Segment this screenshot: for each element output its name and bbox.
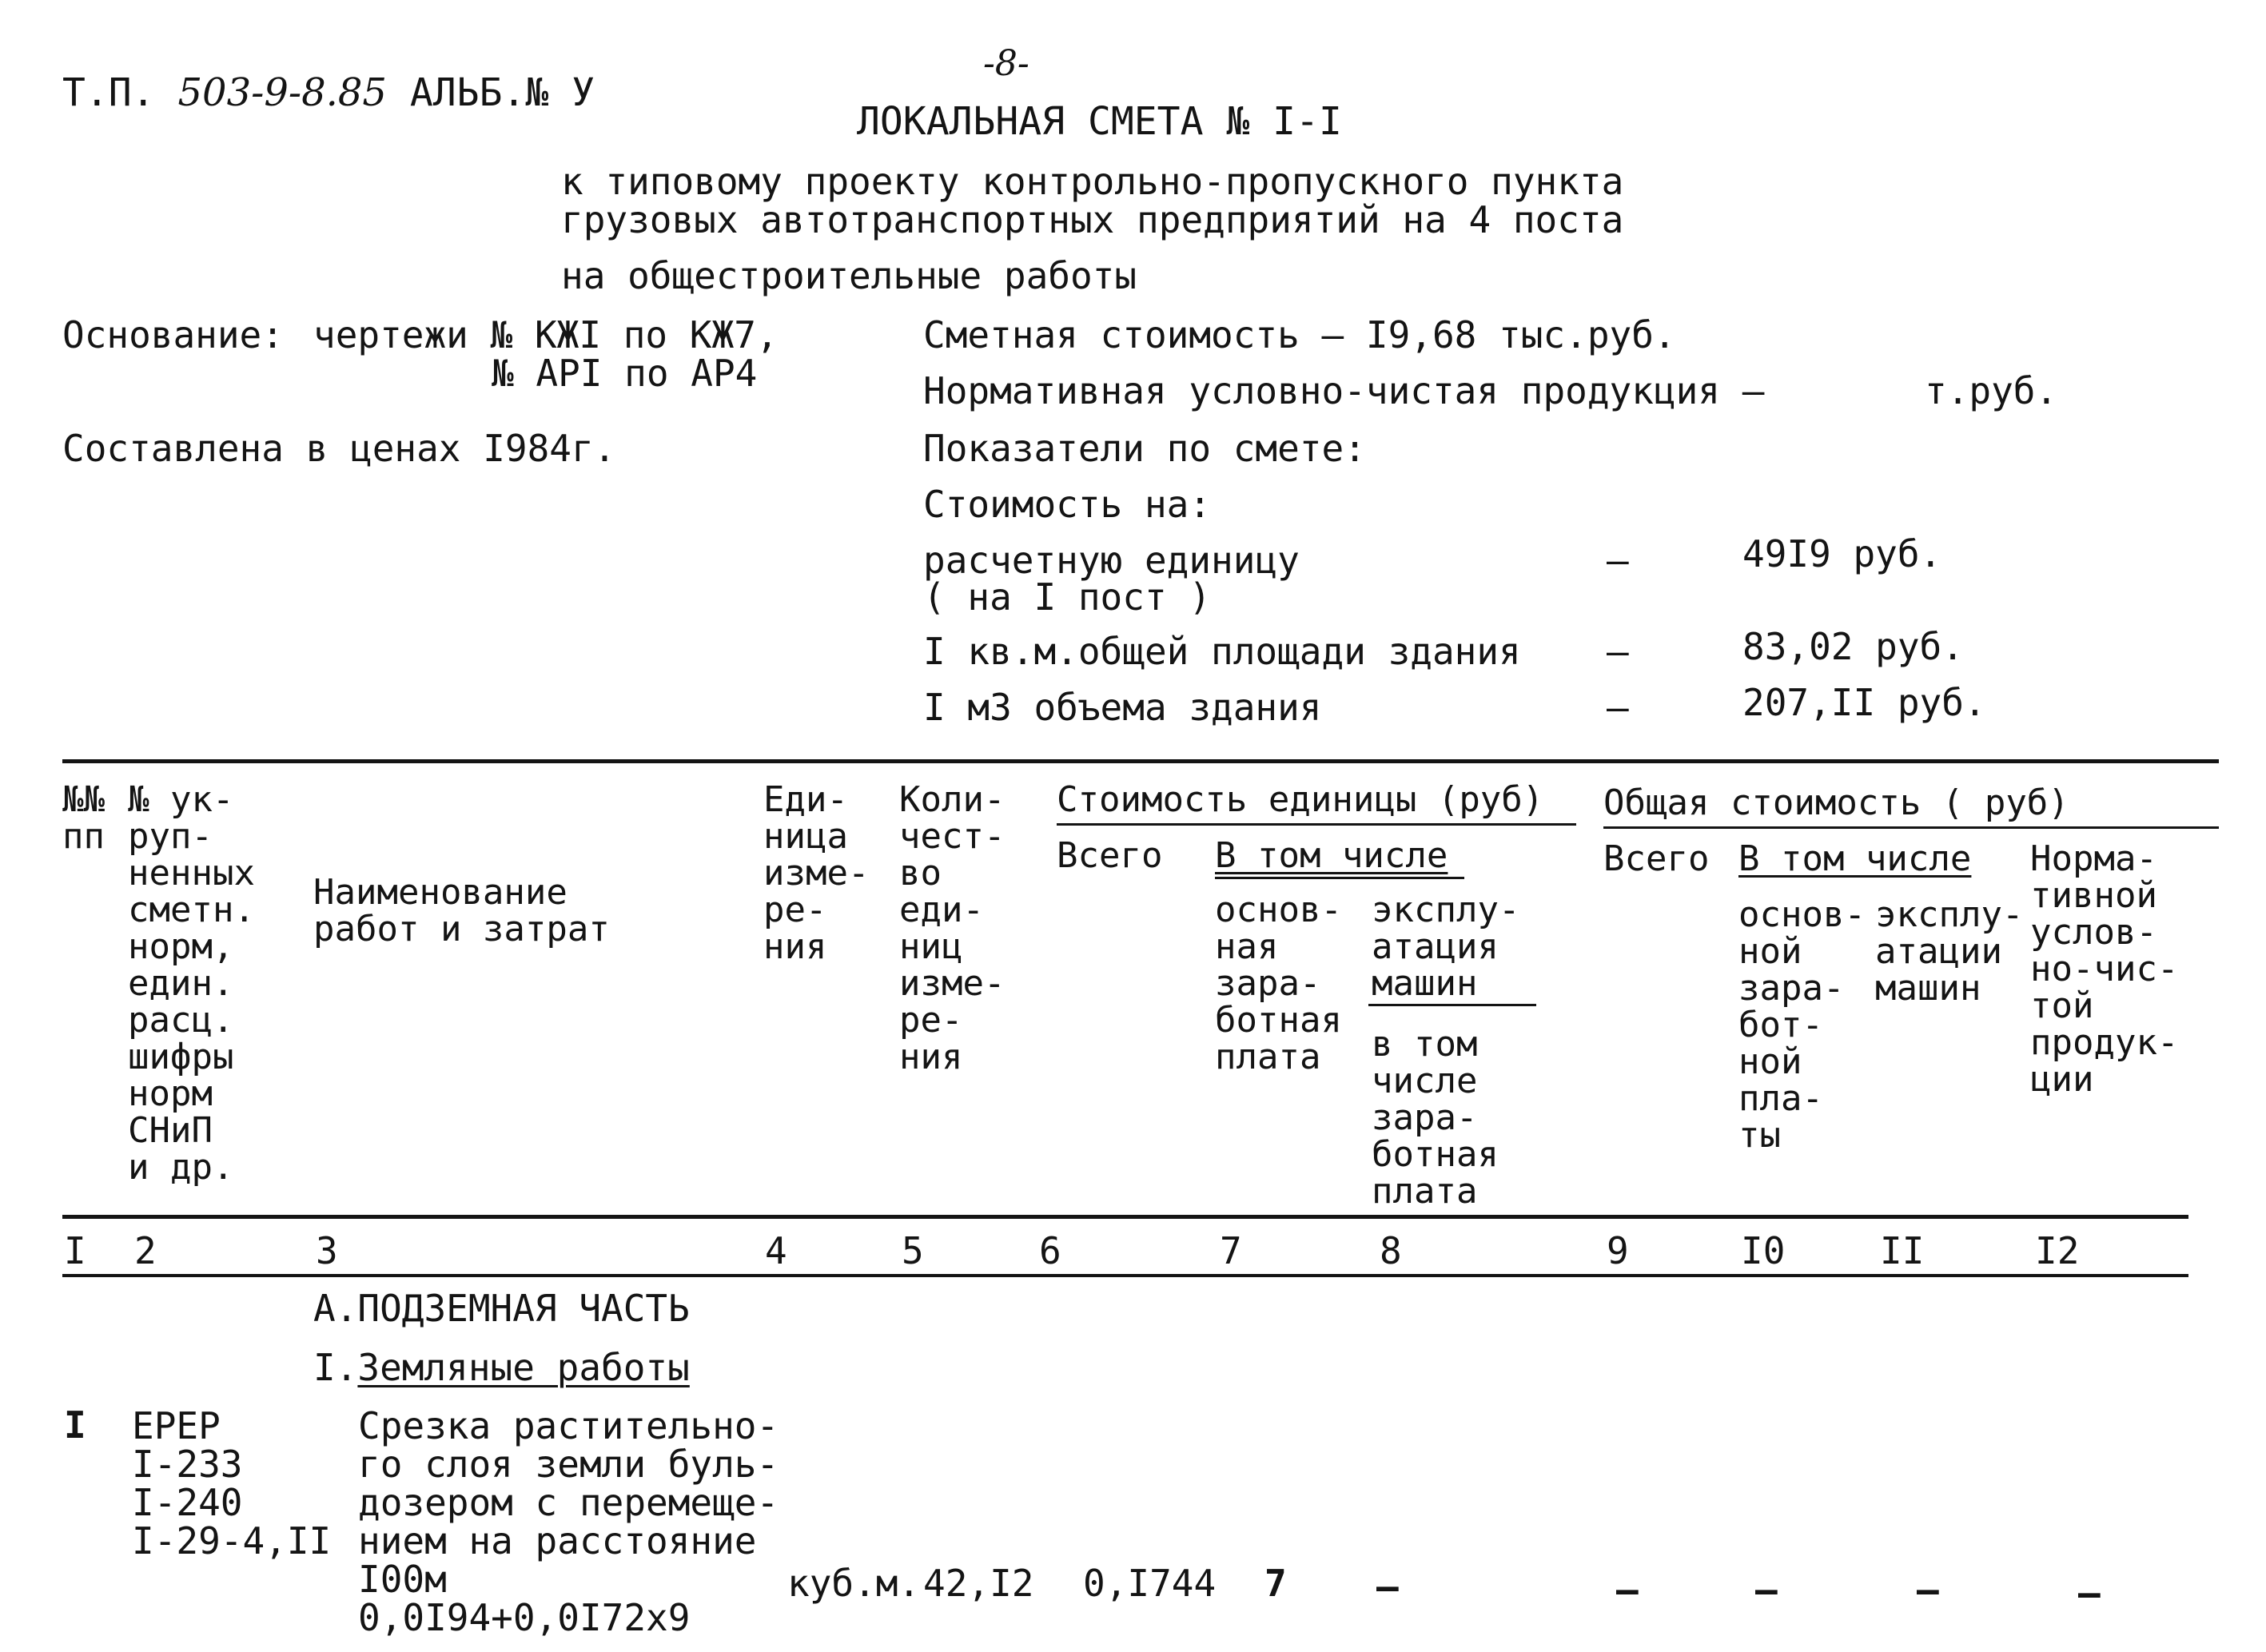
- column-number-8: 8: [1380, 1229, 1402, 1272]
- column-number-9: 9: [1607, 1229, 1629, 1272]
- indicator-volume-label: I м3 объема здания: [923, 686, 1322, 729]
- subsection-number: I.: [313, 1346, 358, 1389]
- album-reference: [62, 70, 595, 115]
- normative-unit: т.руб.: [1925, 369, 2058, 412]
- column-number-4: 4: [765, 1229, 787, 1272]
- column-number-2: 2: [134, 1229, 157, 1272]
- indicator-area-value: 83,02 руб.: [1742, 625, 1964, 668]
- header-total-total: Всего: [1603, 838, 1710, 879]
- column-number-5: 5: [902, 1229, 924, 1272]
- basis-label: Основание:: [62, 313, 284, 356]
- header-quantity: Коли- чест- во еди- ниц изме- ре- ния: [899, 779, 1006, 1077]
- column-number-1: I: [64, 1229, 86, 1272]
- document-title: ЛОКАЛЬНАЯ СМЕТА № I-I: [857, 99, 1342, 144]
- basis-drawings-2: № АРI по АР4: [492, 352, 758, 395]
- indicator-unit-sublabel: ( на I пост ): [923, 575, 1212, 619]
- column-number-6: 6: [1039, 1229, 1061, 1272]
- header-unit-machine: эксплу- атация машин: [1372, 890, 1520, 1004]
- page-number: -8-: [983, 43, 1029, 84]
- indicator-volume-value: 207,II руб.: [1742, 681, 1986, 724]
- indicator-unit-dash: –: [1607, 539, 1629, 582]
- basis-drawings-1: чертежи № КЖI по КЖ7,: [313, 313, 779, 356]
- subtitle-line-2: грузовых автотранспортных предприятий на 4 поста: [561, 198, 1624, 241]
- row-1-total-total: –: [1616, 1568, 1639, 1611]
- subsection-name: Земляные работы: [357, 1346, 690, 1389]
- header-norm-code: № ук- руп- ненных сметн. норм, един. расц. шифры норм СНиП и др.: [128, 779, 255, 1188]
- column-number-12: I2: [2035, 1229, 2080, 1272]
- indicators-label: Показатели по смете:: [923, 427, 1366, 470]
- subtitle-line-1: к типовому проекту контрольно-пропускного пункта: [561, 160, 1624, 203]
- column-number-10: I0: [1741, 1229, 1786, 1272]
- header-unit-cost-group: Стоимость единицы (руб): [1057, 779, 1544, 820]
- header-unit-incl: В том числе: [1215, 835, 1448, 876]
- section-heading: А.ПОДЗЕМНАЯ ЧАСТЬ: [313, 1287, 690, 1330]
- cost-for-label: Стоимость на:: [923, 483, 1212, 526]
- indicator-unit-label: расчетную единицу: [923, 539, 1300, 582]
- indicator-area-label: I кв.м.общей площади здания: [923, 630, 1521, 673]
- row-1-unit-machine: –: [1376, 1565, 1399, 1608]
- header-work-name: Наименование работ и затрат: [313, 872, 610, 949]
- album-prefix: Т.П.: [62, 70, 155, 115]
- album-suffix: АЛЬБ.№ У: [409, 70, 595, 115]
- header-unit-total: Всего: [1057, 835, 1163, 876]
- column-number-3: 3: [316, 1229, 338, 1272]
- header-unit: Еди- ница изме- ре- ния: [763, 779, 870, 967]
- unit-incl-rule: [1215, 877, 1464, 879]
- header-total-cost-group: Общая стоимость ( руб): [1603, 782, 2069, 823]
- row-1-number: I: [64, 1403, 86, 1447]
- column-number-11: II: [1880, 1229, 1925, 1272]
- row-1-unit-wage: 7: [1264, 1562, 1287, 1605]
- subsection-heading: [313, 1346, 690, 1389]
- machine-rule: [1368, 1004, 1536, 1006]
- estimate-cost: Сметная стоимость – I9,68 тыс.руб.: [923, 313, 1676, 356]
- row-1-normative: –: [2078, 1571, 2101, 1614]
- header-normative-product: Норма- тивной услов- но-чис- той продук- ции: [2030, 838, 2179, 1100]
- table-header-bottom-rule: [62, 1215, 2188, 1219]
- row-1-unit: куб.м.: [787, 1562, 921, 1605]
- row-1-work-name: Срезка растительно- го слоя земли буль- дозером с перемеще- нием на расстояние I00м 0,0I94+0,0I72х9: [358, 1404, 779, 1639]
- normative-label: Нормативная условно-чистая продукция –: [923, 369, 1765, 412]
- indicator-area-dash: –: [1607, 630, 1629, 673]
- album-code: 503-9-8.85: [177, 70, 387, 115]
- row-1-quantity: 42,I2: [923, 1562, 1034, 1605]
- prices-year: Составлена в ценах I984г.: [62, 427, 616, 470]
- header-unit-machine-wage: в том числе зара- ботная плата: [1372, 1024, 1499, 1212]
- column-number-7: 7: [1220, 1229, 1242, 1272]
- row-1-unit-total: 0,I744: [1083, 1562, 1217, 1605]
- row-1-total-machine: –: [1917, 1568, 1939, 1611]
- subtitle-line-3: на общестроительные работы: [561, 254, 1137, 297]
- total-cost-group-rule: [1603, 826, 2219, 829]
- column-numbers-rule: [62, 1274, 2188, 1277]
- header-row-number: №№ пп: [62, 779, 105, 857]
- header-unit-wage: основ- ная зара- ботная плата: [1215, 890, 1342, 1077]
- indicator-unit-value: 49I9 руб.: [1742, 532, 1942, 575]
- indicator-volume-dash: –: [1607, 686, 1629, 729]
- row-1-total-wage: –: [1755, 1568, 1778, 1611]
- table-top-rule: [62, 759, 2219, 763]
- header-total-incl: В том числе: [1738, 838, 1972, 879]
- header-total-wage: основ- ной зара- бот- ной пла- ты: [1738, 894, 1866, 1156]
- header-total-machine: эксплу- атации машин: [1875, 894, 2024, 1009]
- unit-cost-group-rule: [1057, 823, 1576, 826]
- row-1-norm-code: ЕРЕР I-233 I-240 I-29-4,II: [132, 1404, 332, 1562]
